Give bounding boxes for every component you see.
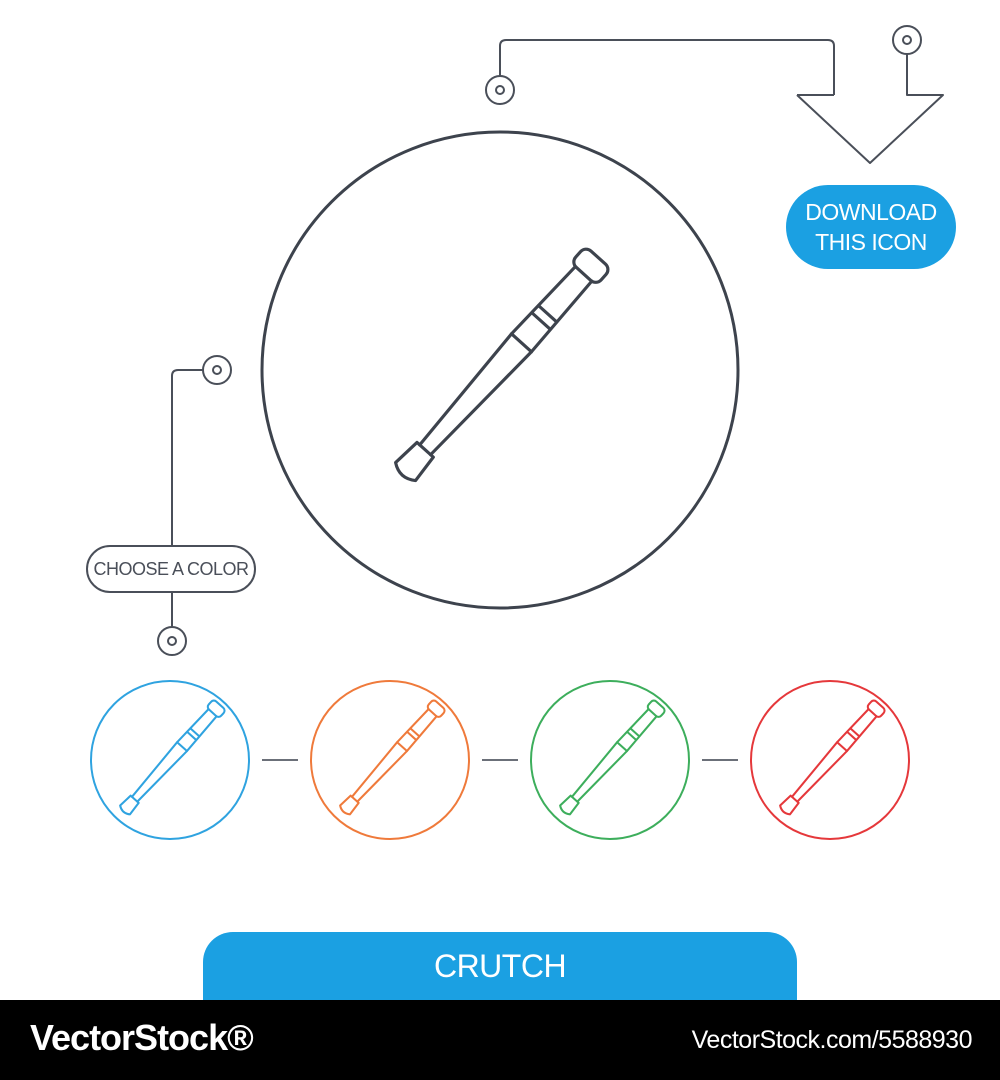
choose-color-button[interactable] bbox=[86, 545, 256, 593]
crutch-icon bbox=[390, 246, 611, 486]
icon-title: CRUTCH bbox=[433, 947, 567, 984]
footer-image-id: VectorStock.com/5588930 bbox=[691, 1026, 972, 1054]
icon-title-banner bbox=[203, 932, 797, 1000]
watermark-footer bbox=[0, 1000, 1000, 1080]
download-icon-button[interactable] bbox=[786, 185, 956, 269]
download-label-line1: DOWNLOAD bbox=[805, 199, 937, 225]
download-arrow-icon bbox=[797, 26, 943, 163]
color-option-blue[interactable] bbox=[91, 681, 249, 839]
main-icon-circle bbox=[262, 132, 738, 608]
footer-brand-logo: VectorStock® bbox=[30, 1017, 253, 1058]
choose-color-label: CHOOSE A COLOR bbox=[93, 558, 249, 579]
connector-download bbox=[486, 40, 834, 104]
connector-choose-color bbox=[158, 356, 231, 655]
color-variants bbox=[91, 681, 909, 839]
color-option-red[interactable] bbox=[751, 681, 909, 839]
color-option-green[interactable] bbox=[531, 681, 689, 839]
color-option-orange[interactable] bbox=[311, 681, 469, 839]
download-label-line2: THIS ICON bbox=[815, 229, 927, 255]
